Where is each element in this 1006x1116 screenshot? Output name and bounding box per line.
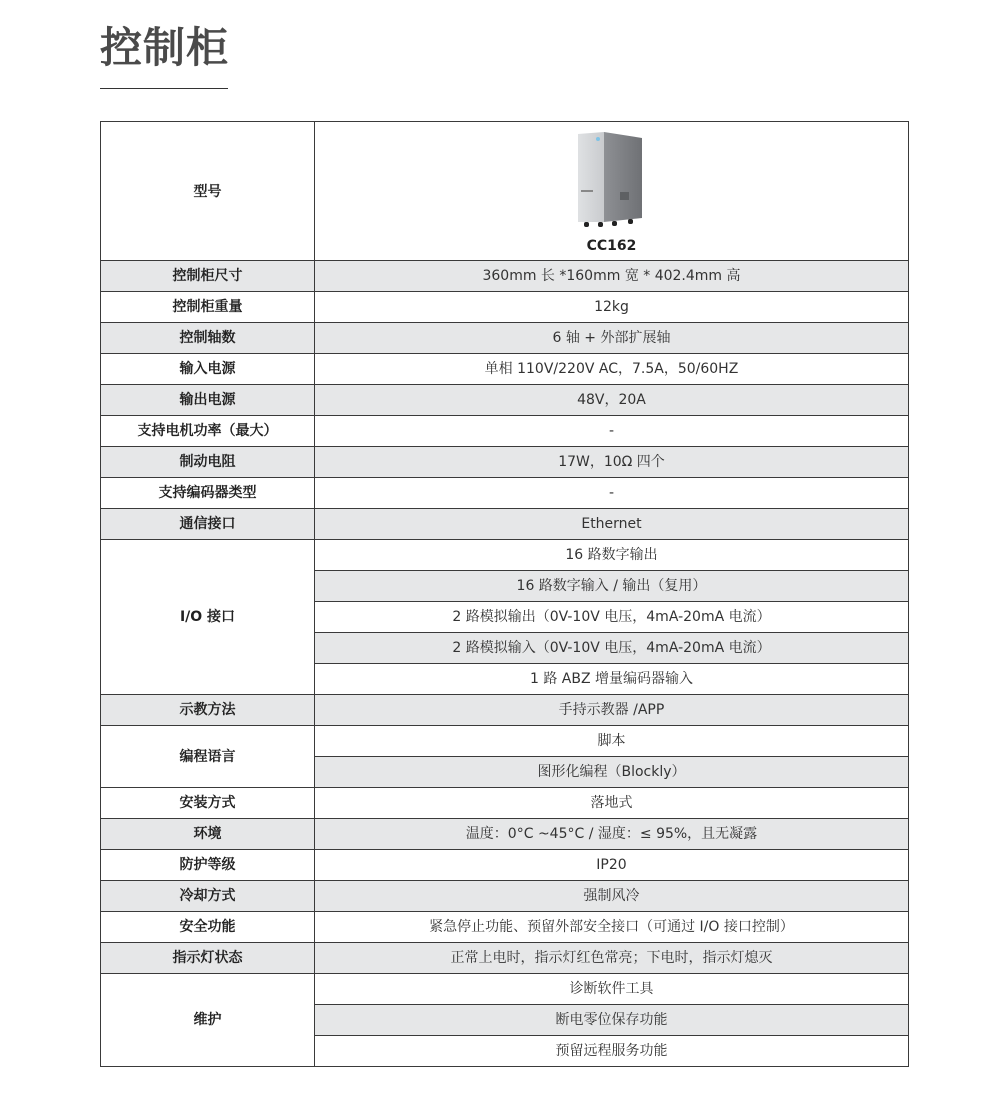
row-label: 维护 <box>101 974 315 1067</box>
table-row <box>101 943 909 974</box>
row-value: 手持示教器 /APP <box>315 695 909 726</box>
row-label: 安全功能 <box>101 912 315 943</box>
row-value: 紧急停止功能、预留外部安全接口（可通过 I/O 接口控制） <box>315 912 909 943</box>
table-row <box>101 695 909 726</box>
table-row <box>101 788 909 819</box>
row-value: 图形化编程（Blockly） <box>315 757 909 788</box>
table-row <box>101 819 909 850</box>
row-value: 16 路数字输入 / 输出（复用） <box>315 571 909 602</box>
model-cell <box>315 122 909 261</box>
row-value: 断电零位保存功能 <box>315 1005 909 1036</box>
table-row <box>101 881 909 912</box>
row-label: 支持电机功率（最大） <box>101 416 315 447</box>
table-row <box>101 509 909 540</box>
row-value: 单相 110V/220V AC，7.5A，50/60HZ <box>315 354 909 385</box>
row-value: IP20 <box>315 850 909 881</box>
table-row <box>101 261 909 292</box>
row-label: 控制轴数 <box>101 323 315 354</box>
table-row <box>101 354 909 385</box>
table-row <box>101 292 909 323</box>
row-value: 17W，10Ω 四个 <box>315 447 909 478</box>
row-value: 落地式 <box>315 788 909 819</box>
row-label: I/O 接口 <box>101 540 315 695</box>
row-label: 编程语言 <box>101 726 315 788</box>
table-row <box>101 850 909 881</box>
row-value: 强制风冷 <box>315 881 909 912</box>
controller-cabinet-image <box>562 128 662 228</box>
row-label: 支持编码器类型 <box>101 478 315 509</box>
row-value: - <box>315 478 909 509</box>
table-row <box>101 912 909 943</box>
row-value: 6 轴 + 外部扩展轴 <box>315 323 909 354</box>
title-underline <box>100 88 228 89</box>
row-value: 脚本 <box>315 726 909 757</box>
model-name: CC162 <box>586 238 637 254</box>
table-row <box>101 726 909 757</box>
row-label: 控制柜重量 <box>101 292 315 323</box>
table-row <box>101 323 909 354</box>
row-label: 冷却方式 <box>101 881 315 912</box>
table-row <box>101 478 909 509</box>
row-value: 温度：0°C ~45°C / 湿度：≤ 95%，且无凝露 <box>315 819 909 850</box>
row-value: 1 路 ABZ 增量编码器输入 <box>315 664 909 695</box>
row-value: 360mm 长 *160mm 宽 * 402.4mm 高 <box>315 261 909 292</box>
row-label: 通信接口 <box>101 509 315 540</box>
row-label: 型号 <box>101 122 315 261</box>
table-row <box>101 540 909 571</box>
row-value: 16 路数字输出 <box>315 540 909 571</box>
table-row <box>101 447 909 478</box>
row-label: 输出电源 <box>101 385 315 416</box>
row-value: 48V，20A <box>315 385 909 416</box>
row-value: 2 路模拟输出（0V-10V 电压，4mA-20mA 电流） <box>315 602 909 633</box>
row-label: 安装方式 <box>101 788 315 819</box>
table-row <box>101 416 909 447</box>
row-value: 正常上电时，指示灯红色常亮；下电时，指示灯熄灭 <box>315 943 909 974</box>
row-label: 环境 <box>101 819 315 850</box>
row-value: 预留远程服务功能 <box>315 1036 909 1067</box>
table-row-model <box>101 122 909 261</box>
page-title: 控制柜 <box>100 23 230 72</box>
spec-table <box>100 121 909 1067</box>
table-row <box>101 385 909 416</box>
row-label: 控制柜尺寸 <box>101 261 315 292</box>
row-value: 12kg <box>315 292 909 323</box>
row-label: 输入电源 <box>101 354 315 385</box>
table-row <box>101 974 909 1005</box>
row-label: 防护等级 <box>101 850 315 881</box>
row-value: 2 路模拟输入（0V-10V 电压，4mA-20mA 电流） <box>315 633 909 664</box>
row-label: 制动电阻 <box>101 447 315 478</box>
row-value: 诊断软件工具 <box>315 974 909 1005</box>
row-label: 指示灯状态 <box>101 943 315 974</box>
row-value: - <box>315 416 909 447</box>
row-value: Ethernet <box>315 509 909 540</box>
row-label: 示教方法 <box>101 695 315 726</box>
